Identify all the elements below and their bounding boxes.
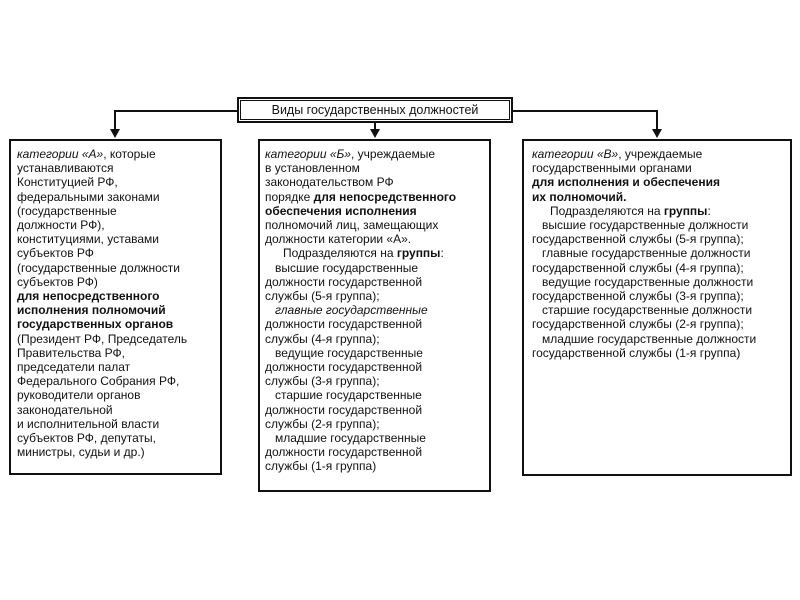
text-line: Правительства РФ, xyxy=(17,345,126,360)
text-line: должности государственной xyxy=(265,402,423,417)
group-item: ведущие государственные должности xyxy=(542,274,754,289)
text-line: службы (5-я группа); xyxy=(265,289,380,304)
diagram-title-box xyxy=(237,97,513,123)
group-item: высшие государственные xyxy=(275,260,419,275)
group-item: главные государственные должности xyxy=(542,246,751,261)
bold-text: государственных органов xyxy=(17,317,174,332)
text-line: должности государственной xyxy=(265,317,423,332)
text-line: должности государственной xyxy=(265,274,423,289)
text-line: службы (1-я группа) xyxy=(265,459,377,474)
text-line: должности категории «А». xyxy=(265,232,412,247)
text-line: государственной службы (5-я группа); xyxy=(532,232,744,247)
category-a-box: категории «А», которые устанавливаются Конституцией РФ, федеральными законами (государственные должности РФ), конституциями, уставами субъектов РФ (государственные должности субъектов РФ) для непосредственного исполнения полномочий государственных органов (Президент РФ, Председатель Правительства РФ, председатели палат Федерального Собрания РФ, руководители органов законодательной и исполнительной власти субъектов РФ, депутаты, министры, судьи и др.) xyxy=(9,139,222,475)
arrow-middle-icon xyxy=(370,129,380,138)
text-line: (государственные должности xyxy=(17,260,180,275)
text-line: субъектов РФ) xyxy=(17,274,98,289)
text-line: государственной службы (1-я группа) xyxy=(532,345,741,360)
text-line: (государственные xyxy=(17,203,117,218)
text-line: должности государственной xyxy=(265,360,423,375)
group-item: главные государственные xyxy=(275,303,428,318)
category-a-label: категории «А» xyxy=(17,147,104,161)
text-line: конституциями, уставами xyxy=(17,232,159,247)
text-line: Федерального Собрания РФ, xyxy=(17,374,180,389)
text-line: государственной службы (3-я группа); xyxy=(532,289,744,304)
bold-text: обеспечения исполнения xyxy=(265,203,417,218)
text-line: федеральными законами xyxy=(17,189,160,204)
bold-text: для исполнения и обеспечения xyxy=(532,175,720,190)
arrow-left-icon xyxy=(110,129,120,138)
text-line: Конституцией РФ, xyxy=(17,175,118,190)
category-b-label: категории «Б» xyxy=(265,147,351,161)
text-line: устанавливаются xyxy=(17,161,114,176)
text-line: государственными органами xyxy=(532,161,692,176)
text-line: субъектов РФ xyxy=(17,246,94,261)
text-line: должности государственной xyxy=(265,445,423,460)
text-line: государственной службы (4-я группа); xyxy=(532,260,744,275)
category-v-label: категории «В» xyxy=(532,147,619,161)
text-line: и исполнительной власти xyxy=(17,416,160,431)
bold-text: для непосредственного xyxy=(17,289,160,304)
text-line: службы (2-я группа); xyxy=(265,416,380,431)
text-line: должности РФ), xyxy=(17,218,105,233)
bold-text: исполнения полномочий xyxy=(17,303,166,318)
text-line: субъектов РФ, депутаты, xyxy=(17,431,156,446)
text-line: полномочий лиц, замещающих xyxy=(265,218,439,233)
group-item: старшие государственные должности xyxy=(542,303,753,318)
arrow-right-icon xyxy=(652,129,662,138)
bold-text: их полномочий. xyxy=(532,189,627,204)
text-line: государственной службы (2-я группа); xyxy=(532,317,744,332)
text-line: руководители органов xyxy=(17,388,141,403)
text-line: законодательством РФ xyxy=(265,175,394,190)
diagram-title: Виды государственных должностей xyxy=(271,103,479,117)
groups-label: группы xyxy=(663,203,708,218)
group-item: младшие государственные должности xyxy=(542,331,757,346)
groups-label: группы xyxy=(396,246,441,261)
text-line: (Президент РФ, Председатель xyxy=(17,331,188,346)
category-b-box: категории «Б», учреждаемые в установленном законодательством РФ порядке для непосредственного обеспечения исполнения полномочий лиц, замещающих должности категории «А». Подразделяются на группы: высшие государственные должности государственной службы (5-я группа); главные государственные должности государственной службы (4-я группа); ведущие государственные должности государственной службы (3-я группа); старшие государственные должности государственной службы (2-я группа); младшие государственные должности государственной службы (1-я группа) xyxy=(258,139,491,492)
text-line: законодательной xyxy=(17,402,113,417)
text-line: службы (4-я группа); xyxy=(265,331,380,346)
bold-text: для непосредственного xyxy=(313,189,457,204)
text-line: в установленном xyxy=(265,161,360,176)
group-item: ведущие государственные xyxy=(275,345,423,360)
group-item: высшие государственные должности xyxy=(542,218,749,233)
text-line: председатели палат xyxy=(17,360,131,375)
text-line: министры, судьи и др.) xyxy=(17,445,145,460)
text-line: службы (3-я группа); xyxy=(265,374,380,389)
category-v-box: категории «В», учреждаемые государственными органами для исполнения и обеспечения их полномочий. Подразделяются на группы: высшие государственные должности государственной службы (5-я группа); главные государственные должности государственной службы (4-я группа); ведущие государственные должности государственной службы (3-я группа); старшие государственные должности государственной службы (2-я группа); младшие государственные должности государственной службы (1-я группа) xyxy=(522,139,792,476)
group-item: старшие государственные xyxy=(275,388,422,403)
group-item: младшие государственные xyxy=(275,431,426,446)
